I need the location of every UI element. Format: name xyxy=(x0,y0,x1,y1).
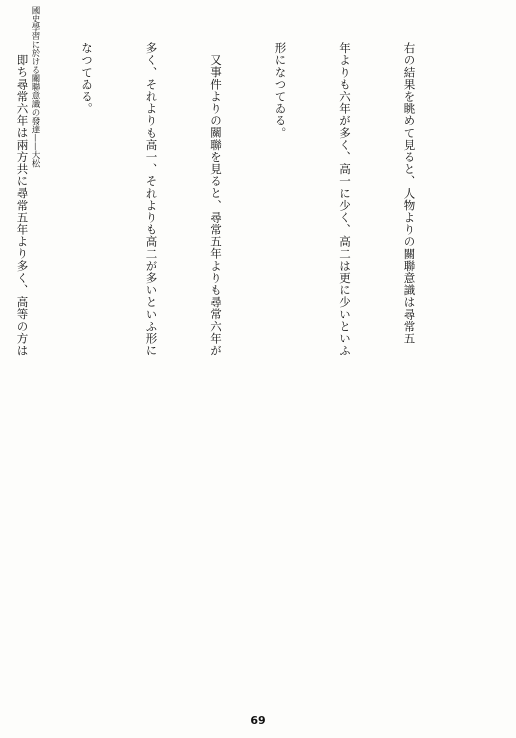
text-line: 形になつてゐる。 xyxy=(273,42,288,139)
text-line: 即ち尋常六年は兩方共に尋常五年より多く、高等の方は xyxy=(15,54,30,357)
page-number: 69 xyxy=(250,714,266,727)
text-line: 多く、それよりも高一、それよりも高二が多いといふ形に xyxy=(144,42,159,357)
text-line: なつてゐる。 xyxy=(80,42,94,115)
text-line: 又事件よりの關聯を見ると、尋常五年よりも尋常六年が xyxy=(209,54,223,357)
text-line: 年よりも六年が多く、高一に少く、高二は更に少いといふ xyxy=(338,42,352,357)
text-line: 右の結果を眺めて見ると、人物よりの關聯意識は尋常五 xyxy=(402,42,417,345)
running-header: 國史學習に於ける關聯意識の發達——大松 xyxy=(30,6,40,168)
